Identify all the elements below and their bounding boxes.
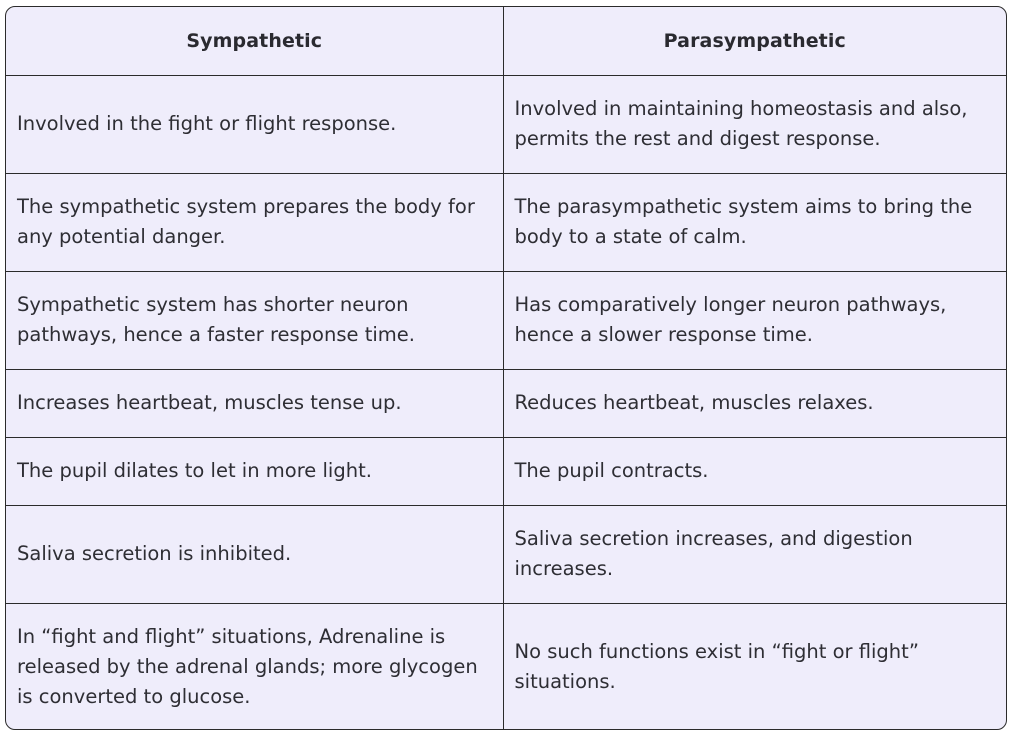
cell-parasympathetic — [503, 505, 1006, 603]
cell-text: The pupil contracts. — [514, 459, 709, 482]
cell-text: Reduces heartbeat, muscles relaxes. — [514, 391, 874, 414]
cell-sympathetic — [6, 369, 503, 437]
cell-text: The parasympathetic system aims to bring the body to a state of calm. — [514, 195, 973, 248]
cell-sympathetic — [6, 271, 503, 369]
cell-text: In “fight and flight” situations, Adrenaline is released by the adrenal glands; more glycogen is converted to glucose. — [17, 625, 478, 709]
cell-parasympathetic — [503, 75, 1006, 173]
cell-text: Sympathetic system has shorter neuron pathways, hence a faster response time. — [17, 293, 415, 346]
cell-sympathetic — [6, 505, 503, 603]
header-sympathetic: Sympathetic — [6, 7, 503, 75]
cell-text: The sympathetic system prepares the body for any potential danger. — [17, 195, 475, 248]
cell-parasympathetic — [503, 369, 1006, 437]
cell-text: Saliva secretion is inhibited. — [17, 542, 292, 565]
cell-text: Increases heartbeat, muscles tense up. — [17, 391, 402, 414]
table-row — [6, 505, 1006, 603]
table-row — [6, 603, 1006, 730]
cell-text: No such functions exist in “fight or flight” situations. — [514, 640, 919, 694]
table-header-row — [6, 7, 1006, 75]
cell-text: Involved in the fight or flight response. — [17, 112, 397, 135]
header-parasympathetic: Parasympathetic — [503, 7, 1006, 75]
table-row — [6, 173, 1006, 271]
cell-text: Has comparatively longer neuron pathways, hence a slower response time. — [514, 293, 947, 346]
table-row — [6, 369, 1006, 437]
cell-sympathetic — [6, 173, 503, 271]
cell-parasympathetic — [503, 271, 1006, 369]
table-row — [6, 75, 1006, 173]
cell-parasympathetic — [503, 603, 1006, 730]
comparison-table — [6, 7, 1006, 730]
cell-sympathetic — [6, 603, 503, 730]
comparison-table-container — [5, 6, 1007, 730]
table-row — [6, 437, 1006, 505]
cell-text: The pupil dilates to let in more light. — [17, 459, 372, 482]
cell-sympathetic — [6, 75, 503, 173]
cell-parasympathetic — [503, 437, 1006, 505]
cell-sympathetic — [6, 437, 503, 505]
cell-parasympathetic — [503, 173, 1006, 271]
cell-text: Saliva secretion increases, and digestion increases. — [514, 527, 913, 580]
cell-text: Involved in maintaining homeostasis and also, permits the rest and digest response. — [514, 97, 968, 150]
table-row — [6, 271, 1006, 369]
